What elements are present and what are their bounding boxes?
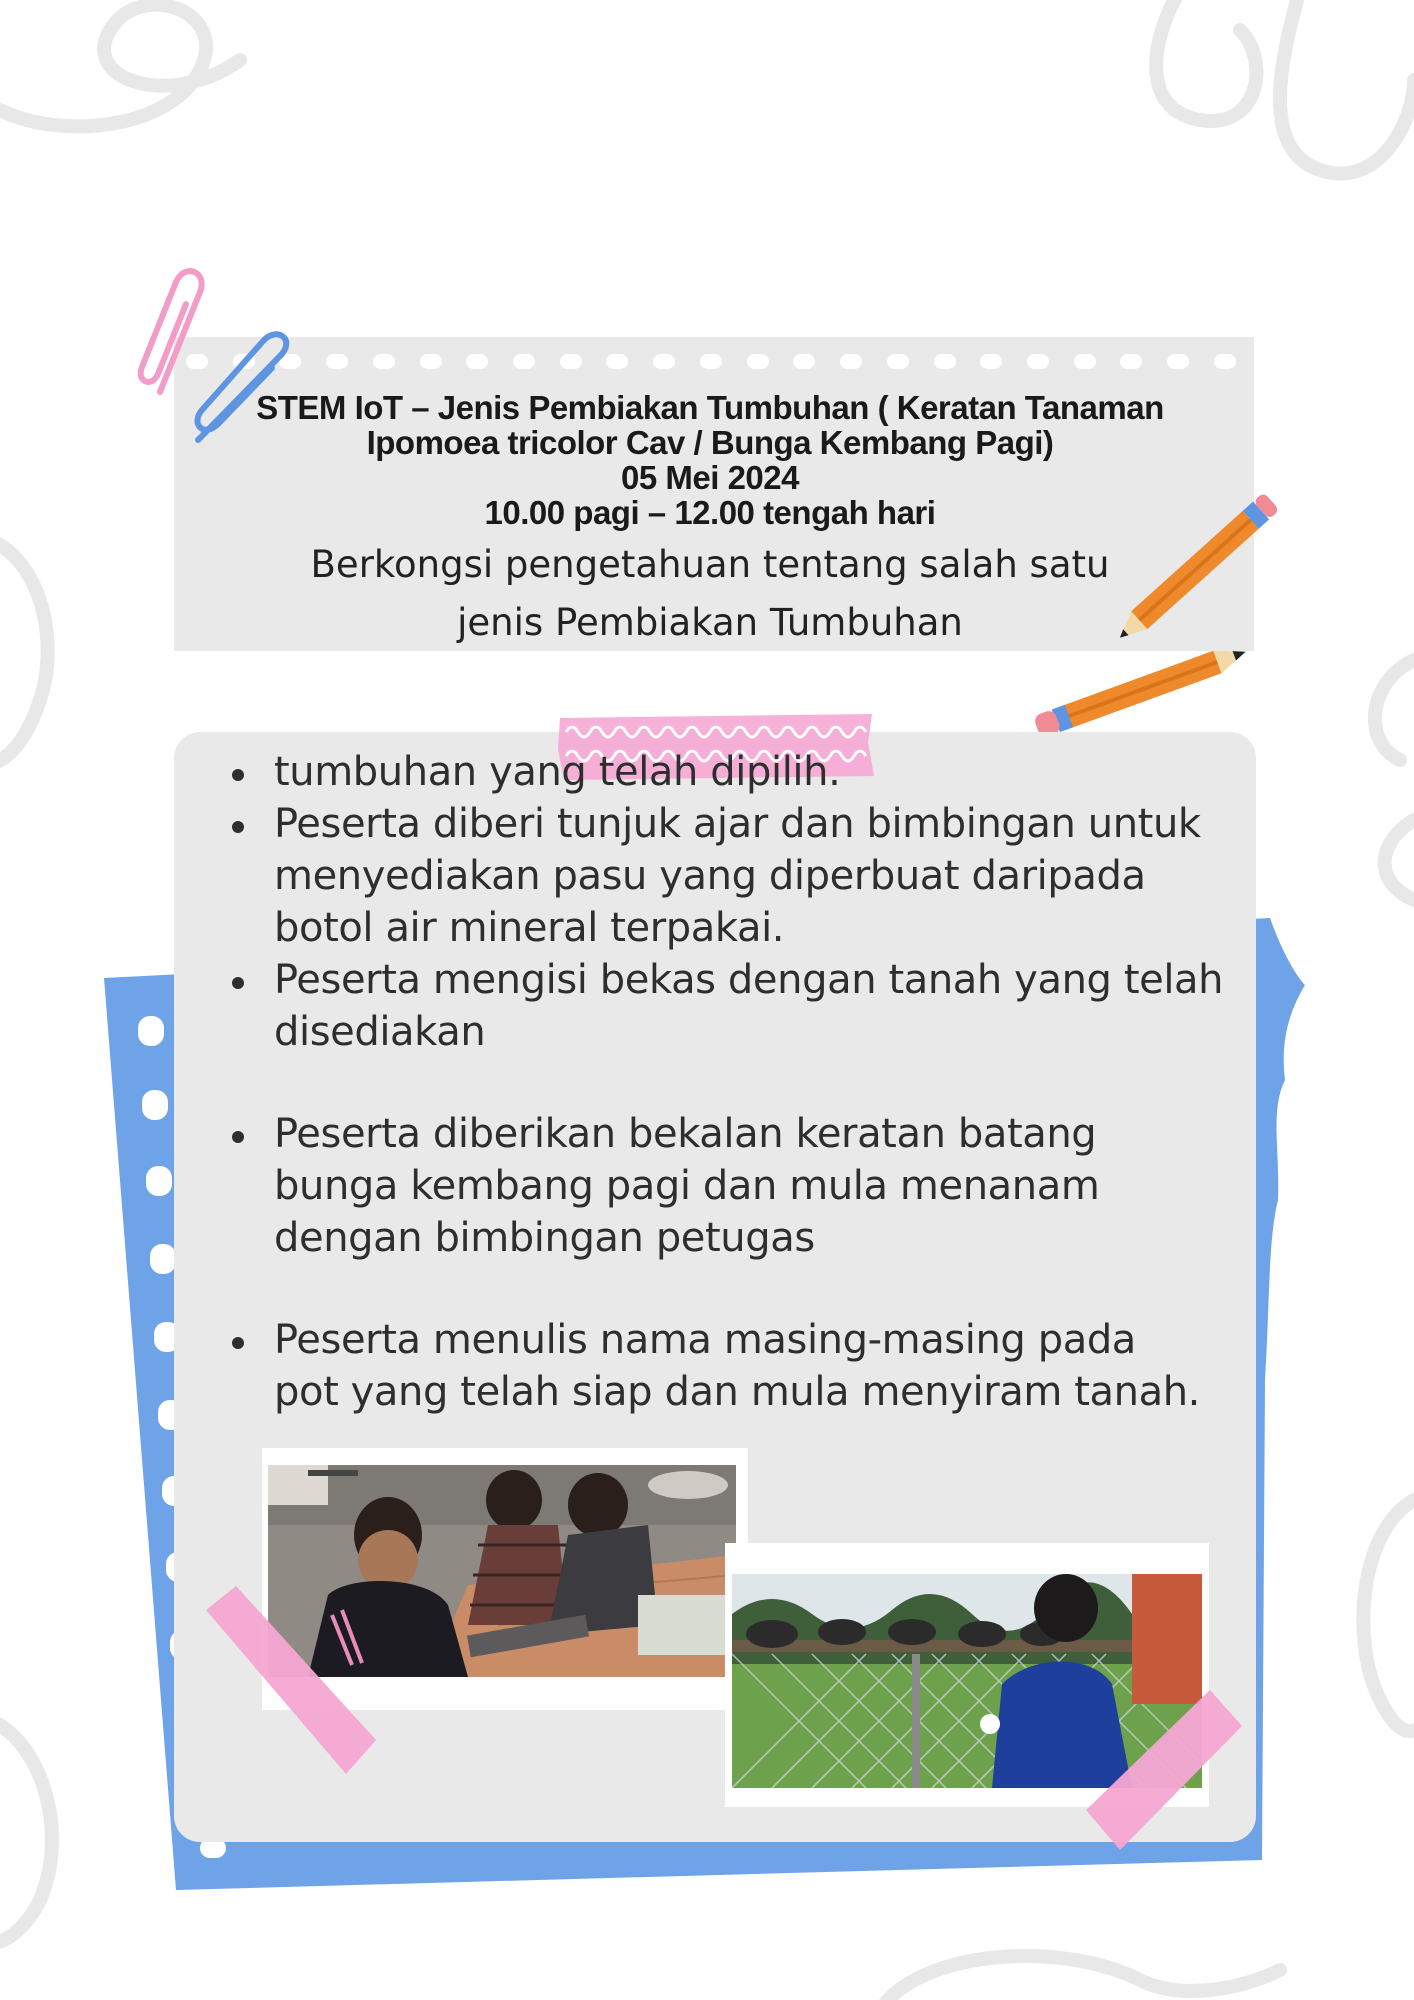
event-title-line-2: Ipomoea tricolor Cav / Bunga Kembang Pagi) [366, 424, 1054, 461]
list-item: Peserta diberikan bekalan keratan batang bunga kembang pagi dan mula menanam dengan bimbingan petugas [232, 1108, 1262, 1264]
event-summary-line-2: jenis Pembiakan Tumbuhan [457, 601, 963, 644]
washi-tape-icon [1080, 1680, 1250, 1860]
list-item: Peserta diberi tunjuk ajar dan bimbingan untuk menyediakan pasu yang diperbuat daripada botol air mineral terpakai. [232, 798, 1262, 954]
event-title-line-1: STEM IoT – Jenis Pembiakan Tumbuhan ( Keratan Tanaman [256, 389, 1164, 426]
header-perforation [186, 354, 1236, 370]
blue-paperclip-icon [188, 330, 308, 460]
event-summary-line-1: Berkongsi pengetahuan tentang salah satu [310, 543, 1110, 586]
list-item: tumbuhan yang telah dipilih. [232, 746, 1262, 798]
header-text [190, 390, 1230, 652]
washi-tape-icon [196, 1580, 386, 1780]
list-item: Peserta mengisi bekas dengan tanah yang telah disediakan [232, 954, 1262, 1058]
list-item: Peserta menulis nama masing-masing pada pot yang telah siap dan mula menyiram tanah. [232, 1314, 1262, 1418]
pencil-icon [1016, 628, 1276, 748]
event-time: 10.00 pagi – 12.00 tengah hari [484, 494, 936, 531]
event-date: 05 Mei 2024 [621, 459, 799, 496]
activity-list [232, 746, 1262, 1418]
